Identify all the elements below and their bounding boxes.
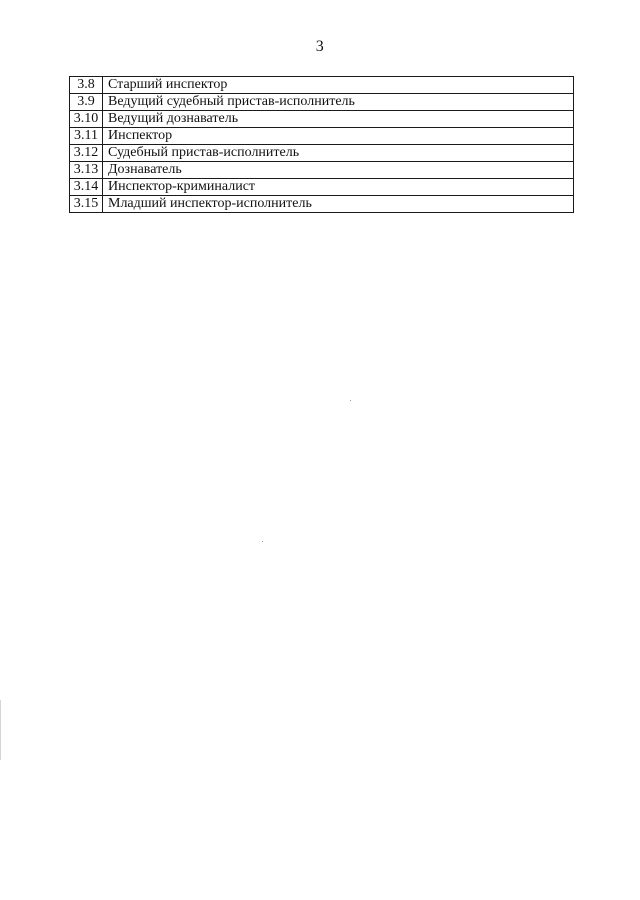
table-row xyxy=(70,111,574,128)
table-row xyxy=(70,128,574,145)
table-row xyxy=(70,162,574,179)
row-number: 3.14 xyxy=(70,179,103,196)
table-row xyxy=(70,179,574,196)
table-row xyxy=(70,77,574,94)
position-title: Ведущий дознаватель xyxy=(103,111,574,128)
position-title: Дознаватель xyxy=(103,162,574,179)
position-title: Инспектор xyxy=(103,128,574,145)
table-row xyxy=(70,145,574,162)
row-number: 3.12 xyxy=(70,145,103,162)
row-number: 3.9 xyxy=(70,94,103,111)
positions-table xyxy=(69,76,574,213)
row-number: 3.11 xyxy=(70,128,103,145)
position-title: Старший инспектор xyxy=(103,77,574,94)
table-row xyxy=(70,94,574,111)
scan-speck xyxy=(262,541,263,542)
row-number: 3.13 xyxy=(70,162,103,179)
position-title: Младший инспектор-исполнитель xyxy=(103,196,574,213)
row-number: 3.10 xyxy=(70,111,103,128)
row-number: 3.8 xyxy=(70,77,103,94)
scan-speck xyxy=(350,400,351,401)
row-number: 3.15 xyxy=(70,196,103,213)
position-title: Судебный пристав-исполнитель xyxy=(103,145,574,162)
position-title: Ведущий судебный пристав-исполнитель xyxy=(103,94,574,111)
position-title: Инспектор-криминалист xyxy=(103,179,574,196)
page-number: 3 xyxy=(315,38,325,55)
scan-edge-mark xyxy=(0,700,1,760)
table-row xyxy=(70,196,574,213)
